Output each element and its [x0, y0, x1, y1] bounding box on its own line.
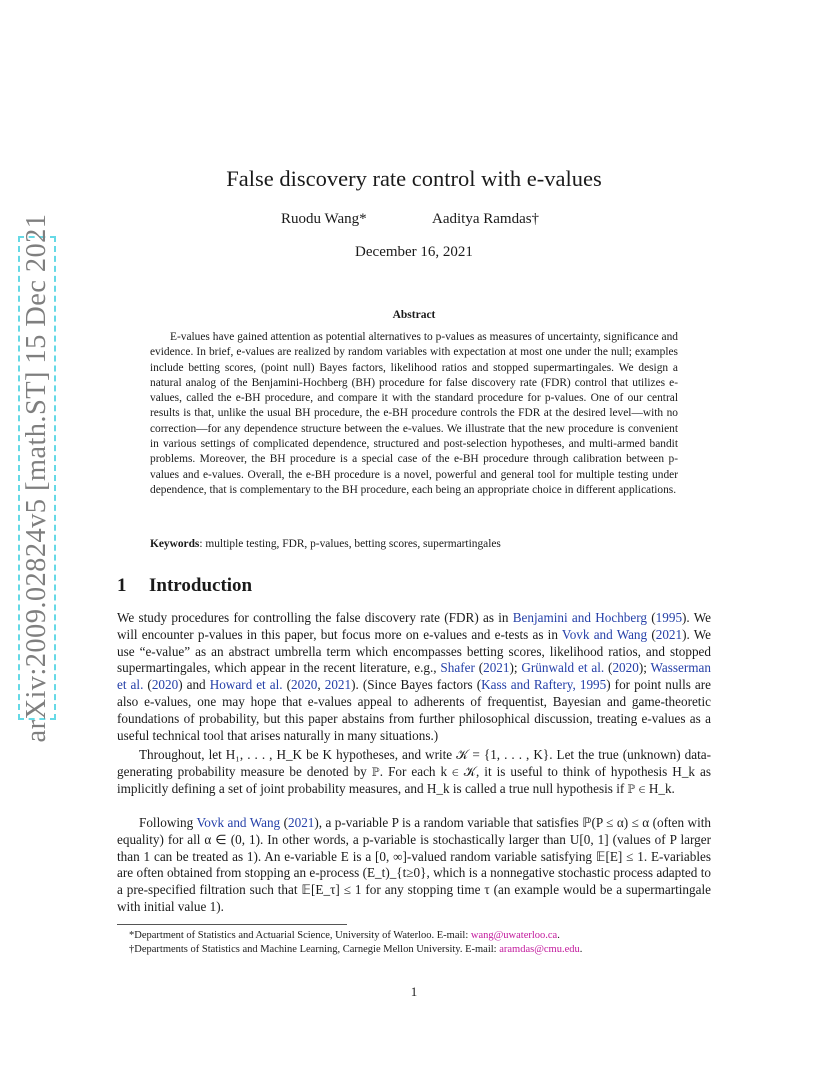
text-span: (: [647, 610, 656, 625]
paper-title: False discovery rate control with e-values: [226, 166, 602, 191]
text-span: ) for point nulls are also e-values, one may hope that e-values appeal to adherents of frequentist, Bayesian and game-theoretic foundations of probability, but this paper abstains from further philosophical discussion, treating e-values as a useful technical tool that arises naturally in many situations.): [117, 677, 712, 743]
intro-paragraph-2: Throughout, let H₁, . . . , H_K be K hypotheses, and write 𝒦 = {1, . . . , K}. Let the true (unknown) data-generating probability measure be denoted by ℙ. For each k ∈ 𝒦, it is useful to think of hypothesis H_k as implicitly defining a set of joint probability measures, and H_k is called a true null hypothesis if ℙ ∈ H_k.: [117, 747, 711, 796]
text-span: ). We use “e-value” as an abstract umbrella term which encompasses betting scores, likelihood ratios, and stopped supermartingales, which appear in the recent literature, e.g.,: [117, 626, 711, 676]
abstract-heading: Abstract: [392, 309, 436, 321]
text-span: (: [282, 677, 291, 693]
text-span: ) and: [178, 677, 210, 693]
author-ramdas: Aaditya Ramdas†: [432, 211, 540, 227]
author-wang: Ruodu Wang*: [281, 211, 367, 227]
citation-year-link[interactable]: 1995: [655, 610, 683, 625]
email-link[interactable]: wang@uwaterloo.ca: [470, 930, 558, 941]
footnote-rule: [117, 924, 347, 925]
citation-year-link[interactable]: 2021: [483, 660, 510, 676]
intro-paragraph-3: [117, 815, 711, 916]
paper-date: December 16, 2021: [355, 244, 473, 260]
text-span: ). We will encounter p-values in this paper, but focus more on e-values and e-tests as in: [117, 610, 711, 642]
intro-paragraph-1: [117, 610, 711, 744]
text-span: Following: [139, 815, 197, 830]
citation-link[interactable]: Wasserman et al.: [117, 660, 711, 693]
keywords: [150, 538, 678, 550]
text-span: (: [474, 660, 484, 676]
text-span: (: [604, 660, 613, 676]
citation-year-link[interactable]: 2021: [288, 815, 315, 830]
text-span: (: [143, 677, 152, 693]
text-span: (: [647, 626, 656, 642]
citation-link[interactable]: Shafer: [440, 660, 475, 676]
text-span: We study procedures for controlling the false discovery rate (FDR) as in: [117, 610, 513, 625]
text-span: ). (Since Bayes factors (: [351, 677, 482, 693]
footnote-2: [117, 943, 711, 956]
footnote-end: .: [579, 944, 583, 955]
text-span: ), a p-variable P is a random variable that satisfies ℙ(P ≤ α) ≤ α (often with equality) for all α ∈ (0, 1). In other words, a p-variable is stochastically larger than U[0, 1] (values of P larger than 1 can be treated as 1). An e-variable E is a [0, ∞]-valued random variable satisfying 𝔼[E] ≤ 1. E-variables are often obtained from stopping an e-process (E_t)_{t≥0}, which is a nonnegative stochastic process adapted to a pre-specified filtration such that 𝔼[E_τ] ≤ 1 for any stopping time τ (an example would be a supermartingale with initial value 1).: [117, 815, 711, 914]
citation-link[interactable]: Grünwald et al.: [521, 660, 605, 676]
text-span: );: [509, 660, 522, 676]
keywords-text: : multiple testing, FDR, p-values, betting scores, supermartingales: [199, 538, 501, 550]
citation-link[interactable]: Vovk and Wang: [196, 815, 281, 830]
email-link[interactable]: aramdas@cmu.edu: [499, 944, 580, 955]
citation-year-link[interactable]: 2021: [324, 677, 352, 693]
citation-year-link[interactable]: 2020: [291, 677, 318, 693]
text-span: );: [638, 660, 651, 676]
citation-link[interactable]: Howard et al.: [209, 677, 283, 693]
footnote-end: .: [557, 930, 560, 941]
citation-year-link[interactable]: 2021: [655, 626, 683, 642]
footnote-1: [117, 929, 711, 942]
footnote-text: †Departments of Statistics and Machine Learning, Carnegie Mellon University. E-mail:: [129, 944, 500, 955]
text-span: ,: [317, 677, 325, 693]
section-title: Introduction: [149, 575, 253, 596]
citation-link[interactable]: Kass and Raftery, 1995: [481, 677, 607, 693]
abstract-text: E-values have gained attention as potential alternatives to p-values as measures of uncertainty, significance and evidence. In brief, e-values are realized by random variables with expectation at most one under the null; examples include betting scores, (point null) Bayes factors, likelihood ratios and stopped supermartingales. We design a natural analog of the Benjamini-Hochberg (BH) procedure for false discovery rate (FDR) control that utilizes e-values, called the e-BH procedure, and compare it with the standard procedure for p-values. One of our central results is that, unlike the usual BH procedure, the e-BH procedure controls the FDR at the desired level—with no correction—for any dependence structure between the e-values. We illustrate that the new procedure is convenient in various settings of complicated dependence, structured and post-selection hypotheses, and multi-armed bandit problems. Moreover, the BH procedure is a special case of the e-BH procedure through calibration between p-values and e-values. Overall, the e-BH procedure is a novel, powerful and general tool for multiple testing under dependence, that is complementary to the BH procedure, each being an appropriate choice in different applications.: [150, 331, 678, 496]
section-heading: [117, 575, 252, 597]
keywords-label: Keywords: [150, 538, 200, 550]
footnote-text: *Department of Statistics and Actuarial Science, University of Waterloo. E-mail:: [129, 930, 471, 941]
page-number: 1: [410, 984, 418, 999]
citation-link[interactable]: Vovk and Wang: [561, 626, 648, 642]
citation-year-link[interactable]: 2020: [612, 660, 639, 676]
citation-link[interactable]: Benjamini and Hochberg: [512, 610, 647, 625]
section-number: 1: [117, 575, 127, 596]
text-span: (: [280, 815, 288, 830]
citation-year-link[interactable]: 2020: [151, 677, 179, 693]
arxiv-id[interactable]: arXiv:2009.02824v5 [math.ST] 15 Dec 2021: [21, 213, 52, 743]
